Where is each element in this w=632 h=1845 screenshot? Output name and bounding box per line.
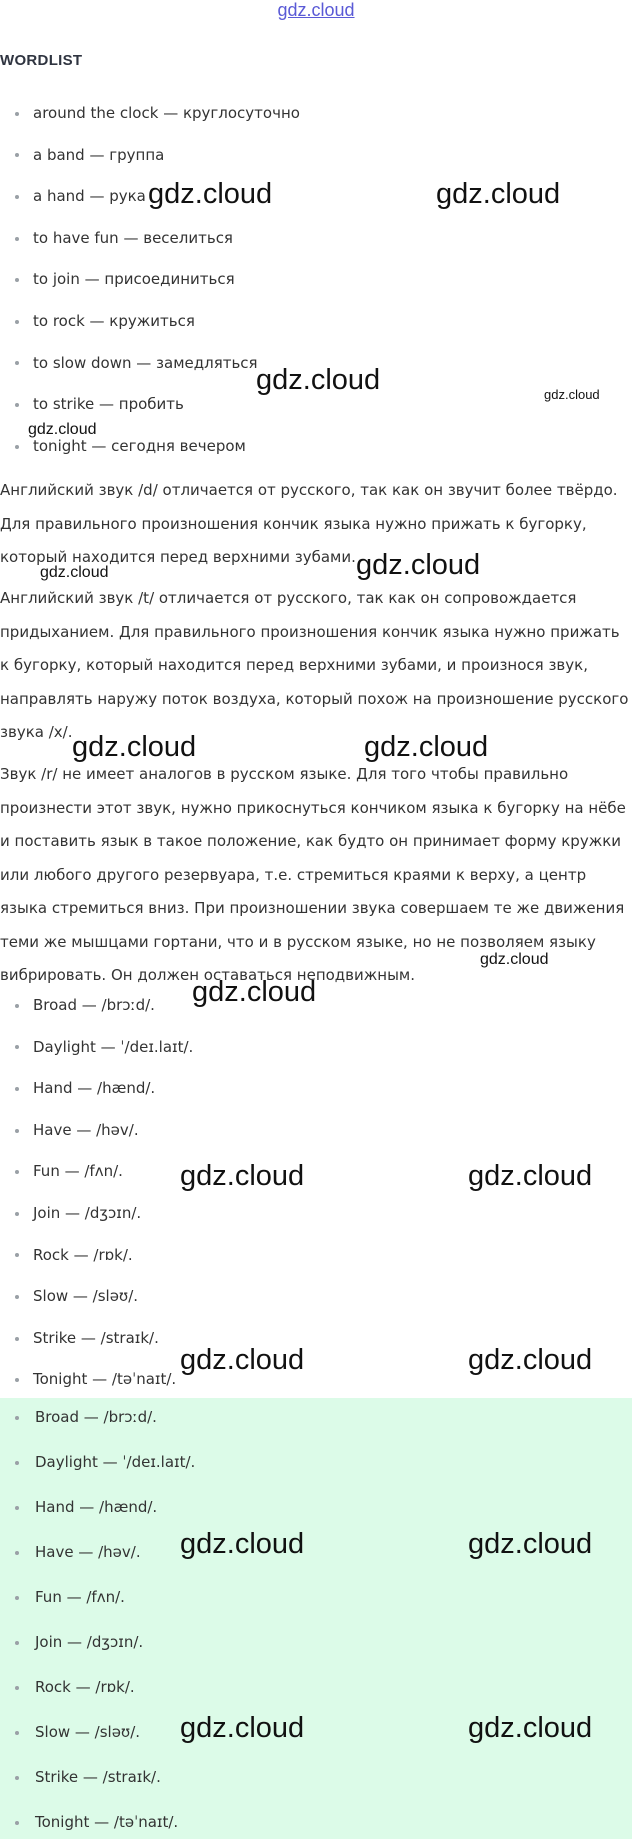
sound-d-paragraph: Английский звук /d/ отличается от русского, так как он звучит более твёрдо. Для правильного произношения кончик языка нужно прижать к бугорку, который находится перед верхними зубами. — [0, 481, 618, 566]
list-item: a band — группа — [0, 135, 300, 177]
list-item: Strike — /straɪk/. — [0, 1318, 193, 1360]
watermark: gdz.cloud — [256, 364, 381, 396]
watermark: gdz.cloud — [72, 731, 197, 763]
watermark: gdz.cloud — [180, 1344, 305, 1376]
list-item: Daylight — ˈ/deɪ.laɪt/. — [0, 1440, 195, 1485]
list-item: Slow — /sləʊ/. — [0, 1710, 195, 1755]
list-item: Have — /həv/. — [0, 1530, 195, 1575]
list-item: Daylight — ˈ/deɪ.laɪt/. — [0, 1027, 193, 1069]
watermark: gdz.cloud — [148, 178, 273, 210]
list-item: to have fun — веселиться — [0, 218, 300, 260]
watermark: gdz.cloud — [28, 421, 97, 438]
list-item: Fun — /fʌn/. — [0, 1151, 193, 1193]
watermark: gdz.cloud — [356, 549, 481, 581]
list-item: Have — /həv/. — [0, 1110, 193, 1152]
watermark: gdz.cloud — [364, 731, 489, 763]
list-item: to strike — пробить — [0, 384, 300, 426]
list-item: Broad — /brɔːd/. — [0, 1395, 195, 1440]
pronunciation-list — [0, 985, 193, 1401]
watermark: gdz.cloud — [192, 976, 317, 1008]
watermark: gdz.cloud — [544, 387, 600, 402]
watermark: gdz.cloud — [468, 1344, 593, 1376]
top-watermark-link[interactable]: gdz.cloud — [277, 0, 355, 20]
watermark: gdz.cloud — [180, 1160, 305, 1192]
list-item: Hand — /hænd/. — [0, 1485, 195, 1530]
list-item: Rock — /rɒk/. — [0, 1665, 195, 1710]
list-item: Fun — /fʌn/. — [0, 1575, 195, 1620]
wordlist — [0, 93, 300, 467]
list-item: to slow down — замедляться — [0, 343, 300, 385]
list-item: Join — /dʒɔɪn/. — [0, 1193, 193, 1235]
wordlist-heading: WORDLIST — [0, 52, 83, 69]
list-item: tonight — сегодня вечером — [0, 426, 300, 468]
watermark: gdz.cloud — [180, 1528, 305, 1560]
answer-list — [0, 1395, 195, 1845]
list-item: Tonight — /təˈnaɪt/. — [0, 1800, 195, 1845]
sound-t-paragraph: Английский звук /t/ отличается от русского, так как он сопровождается придыханием. Для правильного произношения кончик языка нужно прижать к бугорку, который находится перед верхними зубами, и произнося звук, направлять наружу поток воздуха, который похож на произношение русского звука /х/. — [0, 589, 629, 741]
list-item: to join — присоединиться — [0, 259, 300, 301]
list-item: a hand — рука — [0, 176, 300, 218]
list-item: Slow — /sləʊ/. — [0, 1276, 193, 1318]
list-item: Hand — /hænd/. — [0, 1068, 193, 1110]
watermark: gdz.cloud — [40, 564, 109, 581]
watermark: gdz.cloud — [180, 1712, 305, 1744]
list-item: Join — /dʒɔɪn/. — [0, 1620, 195, 1665]
watermark: gdz.cloud — [468, 1160, 593, 1192]
sound-r-paragraph: Звук /r/ не имеет аналогов в русском языке. Для того чтобы правильно произнести этот звук, нужно прикоснуться кончиком языка к бугорку на нёбе и поставить язык в такое положение, как будто он принимает форму кружки или любого другого резервуара, т.е. стремиться краями к верху, а центр языка стремиться вниз. При произношении звука совершаем те же движения теми же мышцами гортани, что и в русском языке, но не позволяем языку вибрировать. Он должен оставаться неподвижным. — [0, 765, 626, 984]
watermark: gdz.cloud — [468, 1528, 593, 1560]
list-item: around the clock — круглосуточно — [0, 93, 300, 135]
watermark: gdz.cloud — [480, 951, 549, 968]
list-item: Rock — /rɒk/. — [0, 1235, 193, 1277]
watermark: gdz.cloud — [436, 178, 561, 210]
list-item: Strike — /straɪk/. — [0, 1755, 195, 1800]
watermark: gdz.cloud — [468, 1712, 593, 1744]
list-item: Broad — /brɔːd/. — [0, 985, 193, 1027]
list-item: Tonight — /təˈnaɪt/. — [0, 1359, 193, 1401]
list-item: to rock — кружиться — [0, 301, 300, 343]
